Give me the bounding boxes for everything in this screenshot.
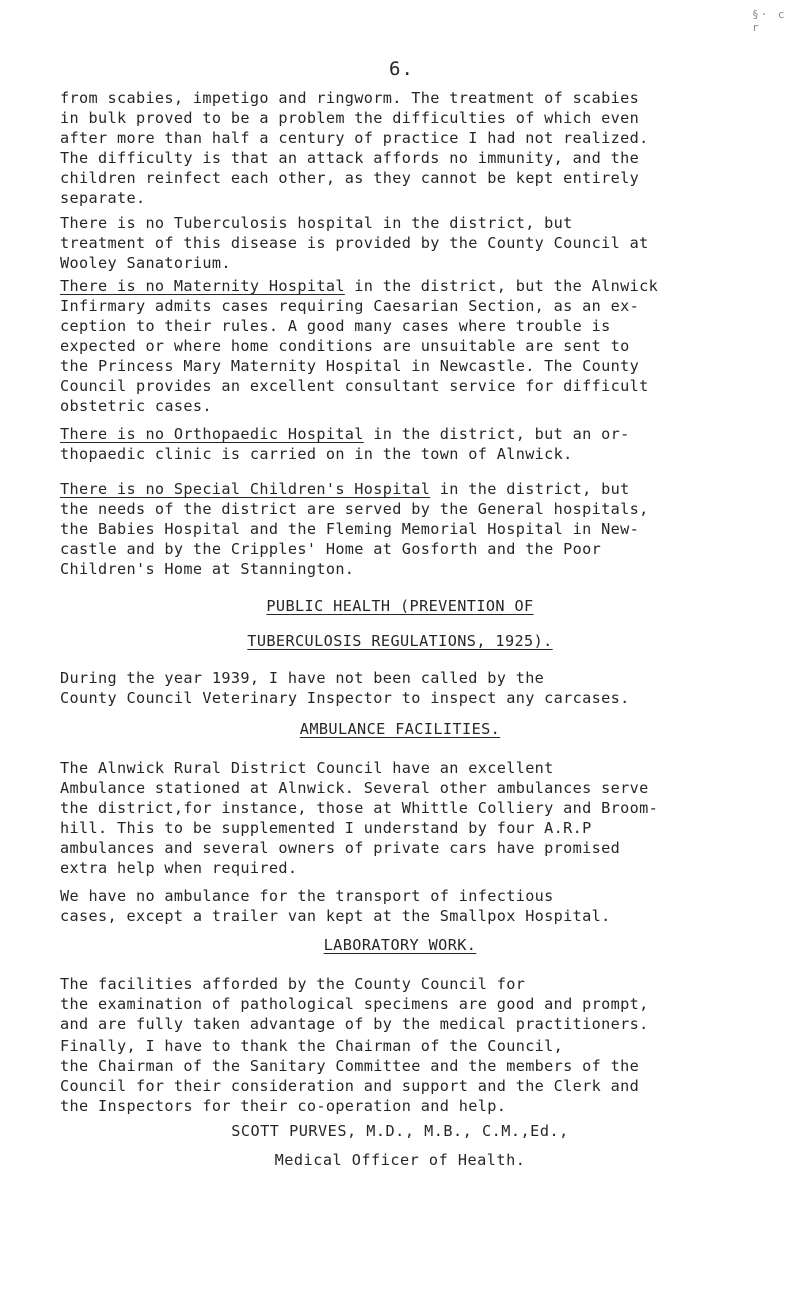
orthopaedic-text: in the district, but an or- thopaedic clinic is carried on in the town of Alnwick. — [60, 425, 630, 463]
orthopaedic-heading: There is no Orthopaedic Hospital — [60, 425, 364, 443]
paragraph-laboratory: The facilities afforded by the County Council for the examination of pathological specimens are good and prompt, and are fully taken advantage of by the medical practitioners. — [60, 975, 649, 1033]
heading-tuberculosis-regulations: TUBERCULOSIS REGULATIONS, 1925). — [247, 632, 553, 650]
paragraph-thanks: Finally, I have to thank the Chairman of the Council, the Chairman of the Sanitary Committee and the members of the Council for their consideration and support and the Clerk and the Inspectors for their co-operation and help. — [60, 1037, 640, 1115]
signature-name: SCOTT PURVES, M.D., M.B., C.M.,Ed., — [231, 1122, 569, 1140]
paragraph-maternity — [60, 276, 772, 416]
paragraph-ambulance: The Alnwick Rural District Council have an excellent Ambulance stationed at Alnwick. Several other ambulances serve the district,for instance, those at Whittle Colliery and Broom- hill. This to be supplemented I understand by four A.R.P ambulances and several owners of private cars have promised extra help when required. — [60, 759, 659, 877]
childrens-hospital-heading: There is no Special Children's Hospital — [60, 480, 431, 498]
heading-laboratory: LABORATORY WORK. — [323, 936, 477, 954]
paragraph-infectious-transport: We have no ambulance for the transport of infectious cases, except a trailer van kept at the Smallpox Hospital. — [60, 887, 611, 925]
paragraph-scabies: from scabies, impetigo and ringworm. The treatment of scabies in bulk proved to be a problem the difficulties of which even after more than half a century of practice I had not realized. The difficulty is that an attack affords no immunity, and the children reinfect each other, as they cannot be kept entirely separate. — [60, 89, 649, 207]
signature-title: Medical Officer of Health. — [274, 1151, 526, 1169]
paragraph-orthopaedic — [60, 424, 772, 464]
paragraph-childrens-hospital — [60, 479, 772, 579]
heading-public-health: PUBLIC HEALTH (PREVENTION OF — [266, 597, 534, 615]
maternity-text: in the district, but the Alnwick Infirmary admits cases requiring Caesarian Section, as an ex- ception to their rules. A good many cases where trouble is expected or where home conditions are unsuitable are sent to the Princess Mary Maternity Hospital in Newcastle. The County Council provides an excellent consultant service for difficult obstetric cases. — [60, 277, 659, 415]
childrens-hospital-text: in the district, but the needs of the district are served by the General hospitals, the Babies Hospital and the Fleming Memorial Hospital in New- castle and by the Cripples' Home at Gosforth and the Poor Children's Home at Stannington. — [60, 480, 649, 578]
paragraph-tuberculosis: There is no Tuberculosis hospital in the district, but treatment of this disease is provided by the County Council at Wooley Sanatorium. — [60, 214, 649, 272]
heading-ambulance: AMBULANCE FACILITIES. — [299, 720, 501, 738]
corner-mark: §· c r — [752, 8, 787, 34]
maternity-heading: There is no Maternity Hospital — [60, 277, 345, 295]
page-number: 6. — [389, 58, 414, 80]
paragraph-veterinary: During the year 1939, I have not been called by the County Council Veterinary Inspector to inspect any carcases. — [60, 669, 630, 707]
